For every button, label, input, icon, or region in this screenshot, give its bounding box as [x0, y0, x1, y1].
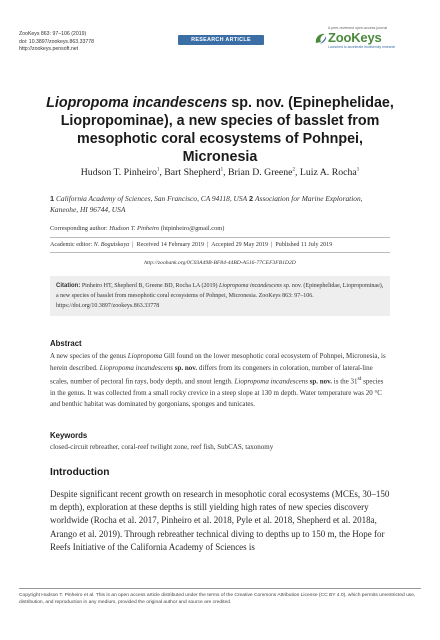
abstract-part: A new species of the genus	[50, 352, 128, 360]
journal-url[interactable]: http://zookeys.pensoft.net	[19, 46, 79, 53]
corresponding-label: Corresponding author:	[50, 225, 108, 232]
logo-name: ZooKeys	[328, 30, 382, 45]
affiliation-number: 2	[248, 194, 254, 203]
species-name: Liopropoma incandescens	[99, 363, 173, 372]
divider	[50, 252, 390, 253]
abstract-part: is the 31	[332, 377, 358, 386]
corresponding-email[interactable]: (htpinheiro@gmail.com)	[160, 225, 225, 232]
logo-swirl-icon	[314, 32, 328, 45]
ordinal-suffix: st	[357, 376, 362, 382]
editor-label: Academic editor:	[50, 242, 93, 248]
published-date: Published 11 July 2019	[275, 242, 333, 248]
author-affil-ref: 2	[292, 167, 295, 173]
affiliation-2: Association for Marine Exploration, Kaneohe, HI 96744, USA	[50, 194, 363, 214]
author-name: Hudson T. Pinheiro	[80, 167, 157, 178]
affiliation-1: California Academy of Sciences, San Francisco, CA 94118, USA	[55, 194, 248, 203]
research-article-badge: RESEARCH ARTICLE	[178, 35, 264, 45]
abstract-heading: Abstract	[50, 339, 82, 348]
logo-subtitle: Launched to accelerate biodiversity research	[328, 45, 396, 49]
corresponding-author	[50, 224, 390, 233]
title-line-2: Liopropominae), a new species of basslet from	[60, 113, 380, 129]
citation-text-pre: Pinheiro HT, Shepherd B, Greene BD, Rocha LA (2019)	[80, 283, 220, 289]
zookeys-logo	[314, 26, 424, 52]
citation-label: Citation:	[56, 283, 81, 289]
title-species-name: Liopropoma incandescens	[46, 95, 228, 111]
journal-issue-line: ZooKeys 863: 97–106 (2019)	[19, 31, 87, 37]
affiliation-number: 1	[50, 194, 55, 203]
keywords-heading: Keywords	[50, 431, 88, 440]
author-affil-ref: 1	[156, 167, 160, 173]
sp-nov: sp. nov.	[173, 363, 198, 372]
abstract-part: Gill found on the lower mesophotic coral ecosystem of Pohnpei, Micronesia, is herein described.	[50, 352, 386, 372]
keywords-text: closed-circuit rebreather, coral-reef twilight zone, reef fish, SubCAS, taxonomy	[50, 443, 274, 451]
author-name: Brian D. Greene	[227, 167, 293, 178]
editor-name: N. Bogutskaya	[93, 242, 130, 248]
sp-nov: sp. nov.	[307, 377, 333, 386]
author-affil-ref: 1	[220, 167, 224, 173]
received-date: Received 14 February 2019	[136, 242, 205, 248]
divider	[50, 237, 390, 238]
accepted-date: Accepted 29 May 2019	[211, 242, 269, 248]
copyright-footer: Copyright Hudson T. Pinheiro et al. This is an open access article distributed under the terms of the Creative Commons Attribution License (CC BY 4.0), which permits unrestricted use, distribution, and reproduction in any medium, provided the original author and source are credited.	[19, 588, 421, 607]
citation-text-post: sp. nov. (Epinephelidae, Liopropominae), a new species of basslet from mesophotic coral ecosystems of Pohnpei, Micronesia. ZooKeys 863: 97–106. https://doi.org/10.3897/zookeys.863.33778	[56, 283, 384, 309]
author-name: Bart Shepherd	[164, 167, 221, 178]
species-name: Liopropoma incandescens	[234, 377, 308, 386]
abstract-part: species in the genus. It was collected from a small rocky crevice in a steep slope at 130 m depth. Water temperature was 20 °C and benthic habitat was dominated by gorgonians, sponges and tunicates.	[50, 377, 384, 409]
abstract-text	[50, 351, 390, 411]
author-affil-ref: 1	[356, 167, 360, 173]
introduction-heading: Introduction	[50, 467, 110, 478]
logo-tagline: A peer-reviewed open-access journal	[328, 26, 388, 30]
article-dates: Academic editor: N. Bogutskaya | Received 14 February 2019 | Accepted 29 May 2019 | Published 11 July 2019	[50, 242, 333, 248]
journal-meta	[19, 31, 94, 54]
affiliations	[50, 193, 390, 215]
introduction-text: Despite significant recent growth on research in mesophotic coral ecosystems (MCEs, 30–150 m depth), exploration at these depths is still yielding high rates of new species discovery worldwide (Rocha et al. 2017, Pinheiro et al. 2018, Pyle et al. 2018, Shepherd et al. 2018a, Arango et al. 2019). Through rebreather technical diving to depths up to 150 m, the Hope for Reefs Initiative of the California Academy of Sciences is	[50, 489, 390, 552]
author-name: Luiz A. Rocha	[299, 167, 357, 178]
author-list: Hudson T. Pinheiro$^1$, Bart Shepherd$^1$, Brian D. Greene$^2$, Luiz A. Rocha$^1$	[80, 167, 360, 178]
article-title	[40, 94, 400, 166]
corresponding-name: Hudson T. Pinheiro	[109, 225, 160, 232]
genus-name: Liopropoma	[127, 352, 163, 360]
abstract-part: differs from its congeners in coloration, number of lateral-line scales, number of pectoral fin rays, body depth, and snout length.	[50, 363, 373, 386]
zoobank-link[interactable]: http://zoobank.org/0C03A49B-BF84-44BD-A516-77CEF3FB1D2D	[144, 260, 296, 266]
citation-species: Liopropoma incandescens	[219, 283, 282, 289]
title-line-3: mesophotic coral ecosystems of Pohnpei, Micronesia	[76, 131, 363, 165]
citation-box	[50, 276, 390, 316]
title-line-1-rest: sp. nov. (Epinephelidae,	[227, 95, 394, 111]
doi-line[interactable]: doi: 10.3897/zookeys.863.33778	[19, 38, 94, 45]
